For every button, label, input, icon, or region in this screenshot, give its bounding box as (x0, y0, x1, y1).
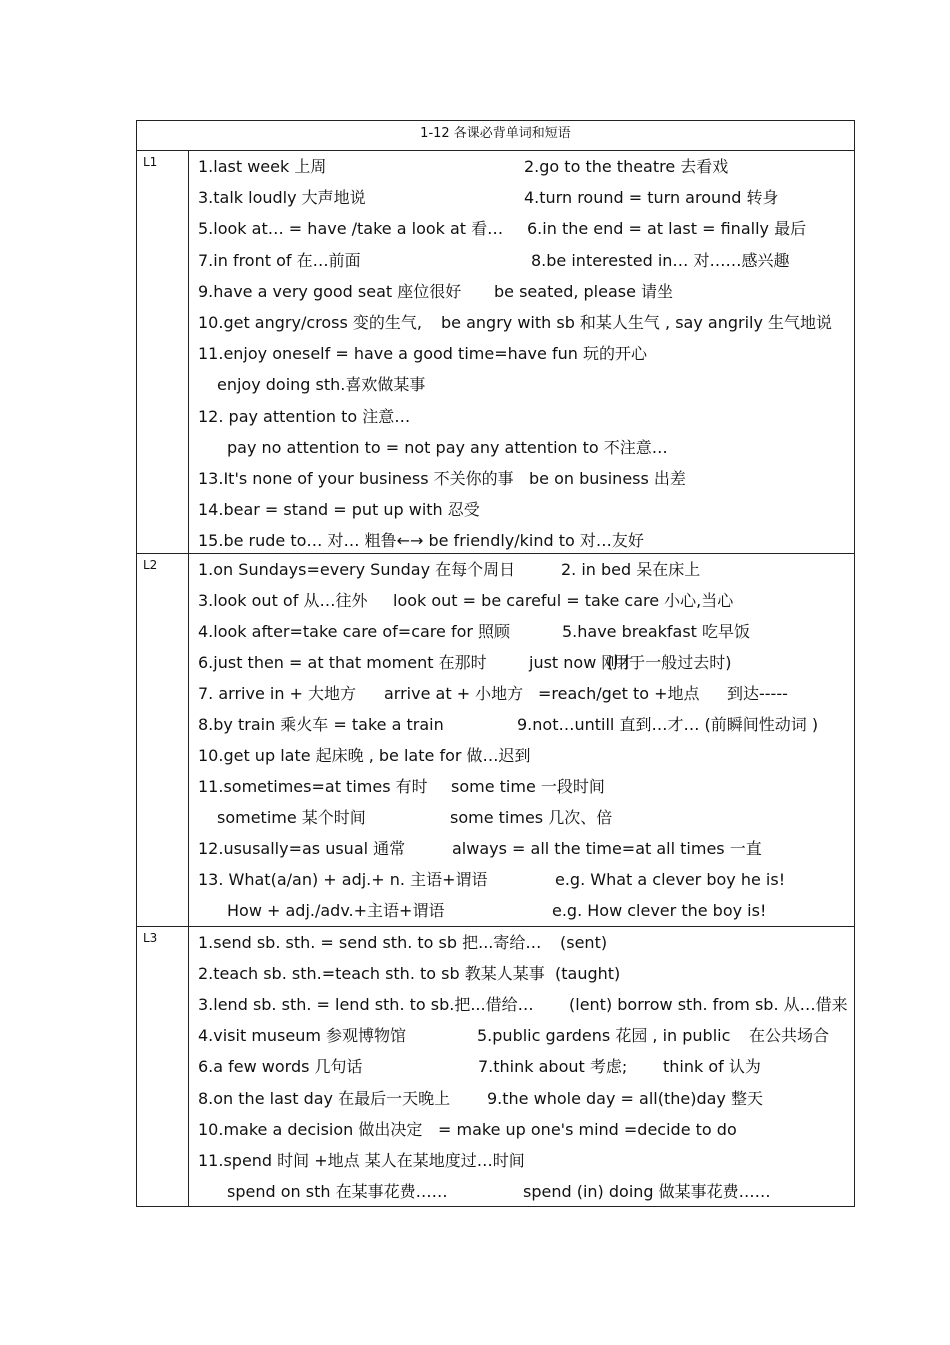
phrase-line (137, 1151, 854, 1182)
phrase-text: some times 几次、倍 (450, 808, 613, 827)
phrase-line (137, 653, 854, 684)
phrase-line (137, 219, 854, 250)
phrase-text: 2. in bed 呆在床上 (561, 560, 701, 579)
phrase-text: 10.get angry/cross 变的生气, (198, 313, 423, 332)
phrase-text: some time 一段时间 (451, 777, 605, 796)
phrase-text: 4.look after=take care of=care for 照顾 (198, 622, 511, 641)
phrase-text: 在公共场合 (749, 1026, 830, 1046)
phrase-text: =reach/get to +地点 (538, 684, 700, 703)
phrase-text: 9.not…untill 直到…才… (前瞬间性动词 ) (517, 715, 819, 734)
phrase-text: be seated, please 请坐 (494, 281, 674, 301)
phrase-text: spend (in) doing 做某事花费…… (523, 1181, 771, 1201)
phrase-text: 10.get up late 起床晚 , be late for 做…迟到 (198, 746, 531, 765)
phrase-text: be on business 出差 (529, 469, 686, 488)
phrase-text: (lent) borrow sth. from sb. 从…借来 (569, 995, 848, 1015)
phrase-text: 12. pay attention to 注意… (198, 406, 411, 426)
phrase-text: look out = be careful = take care 小心,当心 (393, 591, 734, 610)
phrase-text: 14.bear = stand = put up with 忍受 (198, 500, 480, 520)
phrase-text: = make up one's mind =decide to do (438, 1119, 737, 1139)
phrase-line (137, 933, 854, 964)
phrase-text: 到达----- (727, 684, 788, 703)
phrase-line (137, 839, 854, 870)
phrase-text: 13.It's none of your business 不关你的事 (198, 469, 514, 488)
phrase-line (137, 1182, 854, 1213)
phrase-text: 3.talk loudly 大声地说 (198, 188, 366, 208)
phrase-text: 9.the whole day = all(the)day 整天 (487, 1088, 763, 1108)
phrase-line (137, 344, 854, 375)
phrase-text: 15.be rude to… 对… 粗鲁←→ be friendly/kind to 对…友好 (198, 531, 644, 551)
phrase-text: 11.enjoy oneself = have a good time=have fun 玩的开心 (198, 344, 647, 364)
phrase-text: e.g. What a clever boy he is! (555, 870, 786, 889)
phrase-text: 3.look out of 从…往外 (198, 591, 368, 610)
phrase-text: 1.on Sundays=every Sunday 在每个周日 (198, 560, 516, 579)
phrase-line (137, 157, 854, 188)
phrase-line (137, 469, 854, 500)
phrase-text: 1.last week 上周 (198, 157, 327, 176)
phrase-text: 11.spend 时间 +地点 某人在某地度过…时间 (198, 1150, 525, 1170)
phrase-text: 8.be interested in… 对……感兴趣 (531, 250, 790, 270)
phrase-text: 7.in front of 在…前面 (198, 250, 361, 270)
phrase-line (137, 684, 854, 715)
phrase-line (137, 313, 854, 344)
phrase-text: 5.public gardens 花园 , in public (477, 1026, 731, 1046)
phrase-text: 2.go to the theatre 去看戏 (524, 157, 729, 176)
phrase-line (137, 715, 854, 746)
phrase-text: (taught) (555, 964, 621, 984)
phrase-line (137, 777, 854, 808)
phrase-line (137, 591, 854, 622)
phrase-line (137, 1089, 854, 1120)
phrase-text: 4.turn round = turn around 转身 (524, 188, 779, 208)
vocabulary-table (136, 120, 855, 1207)
phrase-text: How + adj./adv.+主语+谓语 (227, 901, 445, 920)
phrase-text: 6.in the end = at last = finally 最后 (527, 219, 807, 239)
section-l3 (137, 927, 854, 1207)
phrase-text: 7. arrive in + 大地方 (198, 684, 357, 703)
phrase-line (137, 407, 854, 438)
phrase-line (137, 870, 854, 901)
phrase-text: 11.sometimes=at times 有时 (198, 777, 428, 796)
phrase-text: sometime 某个时间 (217, 808, 366, 827)
phrase-line (137, 500, 854, 531)
phrase-text: think of 认为 (663, 1057, 761, 1077)
phrase-line (137, 1026, 854, 1057)
phrase-text: 8.on the last day 在最后一天晚上 (198, 1088, 451, 1108)
section-label: L3 (137, 927, 189, 1207)
phrase-text: 6.just then = at that moment 在那时 (198, 653, 487, 672)
section-l2 (137, 554, 854, 927)
phrase-text: be angry with sb 和某人生气 , say angrily 生气地说 (441, 313, 833, 332)
phrase-line (137, 1120, 854, 1151)
phrase-text: 12.ususally=as usual 通常 (198, 839, 406, 858)
section-label: L2 (137, 554, 189, 926)
phrase-text: 4.visit museum 参观博物馆 (198, 1026, 407, 1046)
phrase-text: 3.lend sb. sth. = lend sth. to sb.把...借给… (198, 995, 534, 1015)
phrase-text: 8.by train 乘火车 = take a train (198, 715, 444, 734)
phrase-text: 2.teach sb. sth.=teach sth. to sb 教某人某事 (198, 964, 545, 984)
phrase-line (137, 808, 854, 839)
phrase-line (137, 746, 854, 777)
phrase-text: (sent) (560, 933, 608, 952)
phrase-line (137, 560, 854, 591)
phrase-line (137, 995, 854, 1026)
phrase-text: pay no attention to = not pay any attention to 不注意… (227, 437, 668, 457)
phrase-text: 5.look at… = have /take a look at 看… (198, 219, 504, 239)
phrase-line (137, 282, 854, 313)
phrase-text: 6.a few words 几句话 (198, 1057, 363, 1077)
phrase-line (137, 188, 854, 219)
phrase-line (137, 1057, 854, 1088)
phrase-text: 10.make a decision 做出决定 (198, 1119, 423, 1139)
table-title: 1-12 各课必背单词和短语 (137, 121, 854, 151)
phrase-line (137, 964, 854, 995)
phrase-text: 7.think about 考虑; (478, 1057, 628, 1077)
phrase-text: (用于一般过去时) (607, 653, 732, 672)
phrase-text: arrive at + 小地方 (384, 684, 524, 703)
section-l1 (137, 151, 854, 554)
phrase-text: 1.send sb. sth. = send sth. to sb 把...寄给… (198, 933, 542, 952)
phrase-text: enjoy doing sth.喜欢做某事 (217, 375, 426, 395)
phrase-line (137, 375, 854, 406)
phrase-text: e.g. How clever the boy is! (552, 901, 767, 920)
phrase-text: always = all the time=at all times 一直 (452, 839, 762, 858)
section-label: L1 (137, 151, 189, 553)
phrase-text: spend on sth 在某事花费…… (227, 1181, 448, 1201)
phrase-text: 9.have a very good seat 座位很好 (198, 281, 462, 301)
phrase-text: 13. What(a/an) + adj.+ n. 主语+谓语 (198, 870, 488, 889)
phrase-line (137, 251, 854, 282)
phrase-text: 5.have breakfast 吃早饭 (562, 622, 751, 641)
phrase-line (137, 438, 854, 469)
phrase-line (137, 622, 854, 653)
phrase-text: just now 刚才 (529, 653, 634, 672)
